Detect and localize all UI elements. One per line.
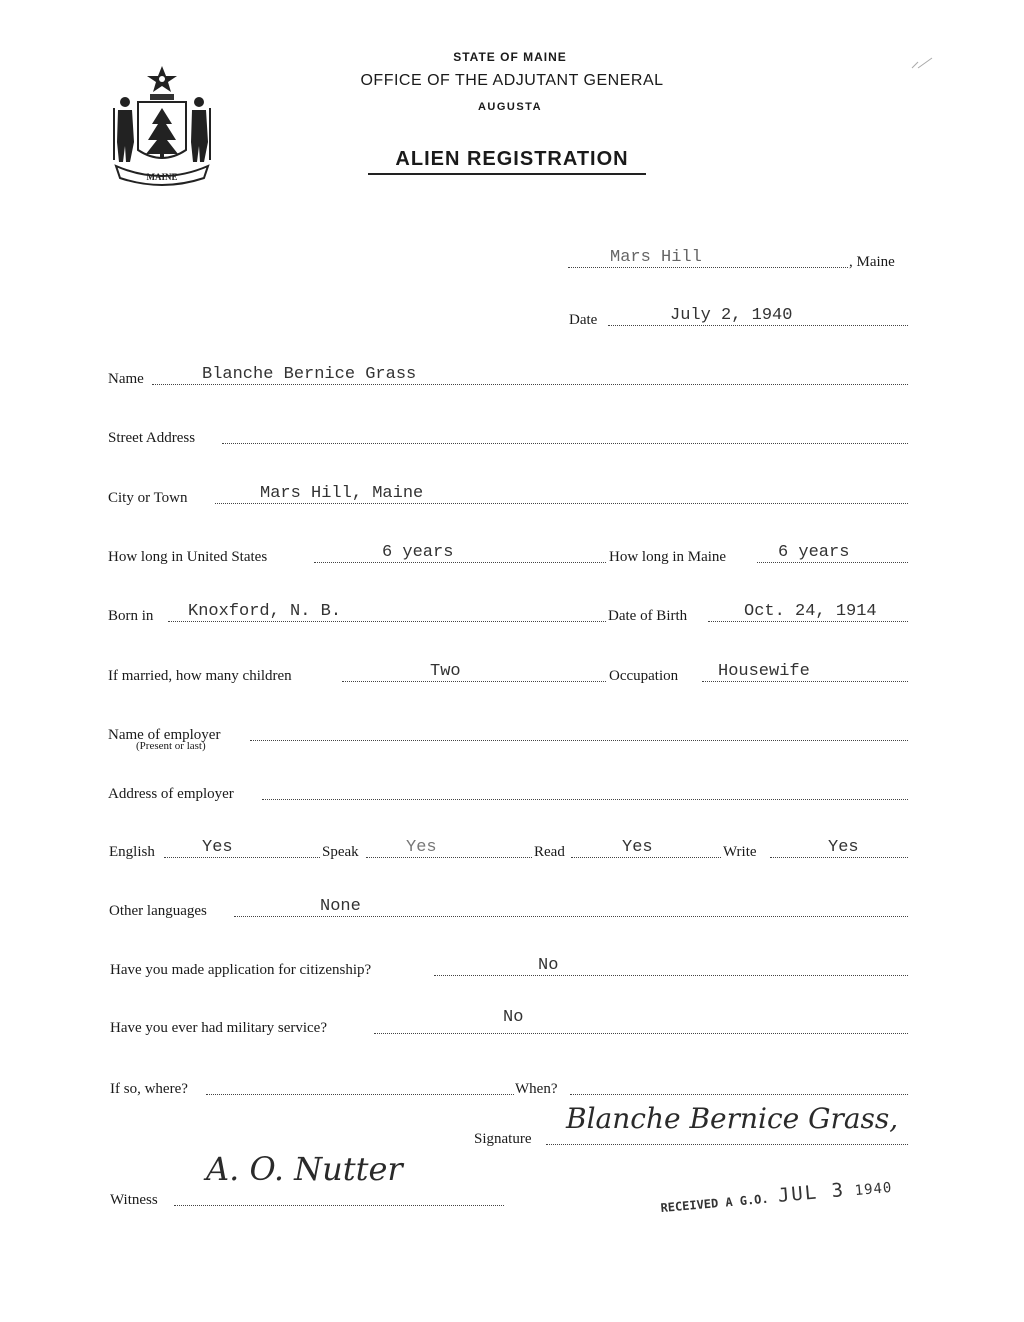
military-label: Have you ever had military service? [110, 1020, 327, 1036]
when-label: When? [515, 1081, 558, 1097]
other-languages-line [234, 916, 908, 917]
write-label: Write [723, 844, 757, 860]
other-languages-row [0, 894, 1024, 920]
form-title: ALIEN REGISTRATION [395, 148, 629, 170]
street-line [222, 443, 908, 444]
date-value[interactable]: July 2, 1940 [670, 306, 793, 325]
place-suffix: , Maine [849, 254, 895, 270]
where-line [206, 1094, 514, 1095]
maine-duration-label: How long in Maine [609, 549, 727, 565]
citizenship-value[interactable]: No [538, 956, 559, 975]
born-label: Born in [108, 608, 154, 624]
name-row [0, 362, 1024, 388]
maine-duration-line [757, 562, 908, 563]
citizenship-line [434, 975, 908, 976]
signature-value[interactable]: Blanche Bernice Grass, [566, 1102, 899, 1135]
dob-line [708, 621, 908, 622]
name-label: Name [108, 371, 144, 387]
children-value[interactable]: Two [430, 662, 461, 681]
city-value[interactable]: Mars Hill, Maine [260, 484, 424, 503]
city-row [0, 481, 1024, 507]
write-value[interactable]: Yes [828, 838, 859, 857]
title-underline [368, 173, 646, 175]
speak-label: Speak [322, 844, 359, 860]
born-line [168, 621, 606, 622]
dob-value[interactable]: Oct. 24, 1914 [744, 602, 877, 621]
read-value[interactable]: Yes [622, 838, 653, 857]
us-duration-line [314, 562, 606, 563]
employer-address-line [262, 799, 908, 800]
speak-line [366, 857, 532, 858]
occupation-value[interactable]: Housewife [718, 662, 810, 681]
date-label: Date [569, 312, 598, 328]
us-duration-label: How long in United States [108, 549, 268, 565]
place-row [0, 245, 1024, 271]
signature-line [546, 1144, 908, 1145]
signature-label: Signature [474, 1131, 532, 1147]
other-languages-label: Other languages [109, 903, 207, 919]
employer-sublabel: (Present or last) [136, 740, 206, 752]
office-heading: OFFICE OF THE ADJUTANT GENERAL [360, 72, 664, 89]
maine-duration-value[interactable]: 6 years [778, 543, 850, 562]
born-row [0, 599, 1024, 625]
received-stamp [659, 1175, 893, 1217]
witness-signature[interactable]: A. O. Nutter [206, 1150, 403, 1188]
us-duration-value[interactable]: 6 years [382, 543, 454, 562]
employer-address-row [0, 777, 1024, 803]
city-line [215, 503, 908, 504]
english-value[interactable]: Yes [202, 838, 233, 857]
where-label: If so, where? [110, 1081, 188, 1097]
duration-row [0, 540, 1024, 566]
military-line [374, 1033, 908, 1034]
military-row [0, 1008, 1024, 1037]
date-line [608, 325, 908, 326]
date-row [0, 303, 1024, 329]
name-value[interactable]: Blanche Bernice Grass [202, 365, 417, 384]
stamp-year: 1940 [854, 1179, 894, 1200]
citizenship-label: Have you made application for citizenship? [110, 962, 372, 978]
english-line [164, 857, 320, 858]
witness-label: Witness [110, 1192, 158, 1208]
when-line [570, 1094, 908, 1095]
city-heading: AUGUSTA [477, 101, 543, 113]
english-label: English [109, 844, 155, 860]
place-line [568, 267, 848, 268]
military-value[interactable]: No [503, 1008, 524, 1027]
occupation-label: Occupation [609, 668, 679, 684]
street-row [0, 421, 1024, 447]
language-row [0, 835, 1024, 861]
employer-line [250, 740, 908, 741]
employer-label: Name of employer [108, 727, 221, 743]
children-line [342, 681, 606, 682]
citizenship-row [0, 953, 1024, 979]
place-value[interactable]: Mars Hill [610, 248, 702, 267]
svg-text:MAINE: MAINE [146, 172, 178, 182]
stamp-date: JUL 3 [777, 1179, 846, 1207]
read-line [571, 857, 721, 858]
where-when-row [0, 1072, 1024, 1098]
dob-label: Date of Birth [608, 608, 688, 624]
employer-address-label: Address of employer [108, 786, 234, 802]
other-languages-value[interactable]: None [320, 897, 361, 916]
stamp-received-text: RECEIVED A G.O. [660, 1191, 770, 1216]
children-label: If married, how many children [108, 668, 292, 684]
state-heading: STATE OF MAINE [453, 50, 567, 64]
name-line [152, 384, 908, 385]
city-label: City or Town [108, 490, 188, 506]
street-label: Street Address [108, 430, 196, 446]
witness-line [174, 1205, 504, 1206]
read-label: Read [534, 844, 565, 860]
speak-value[interactable]: Yes [406, 838, 437, 857]
children-row [0, 659, 1024, 685]
write-line [770, 857, 908, 858]
born-value[interactable]: Knoxford, N. B. [188, 602, 342, 621]
occupation-line [702, 681, 908, 682]
